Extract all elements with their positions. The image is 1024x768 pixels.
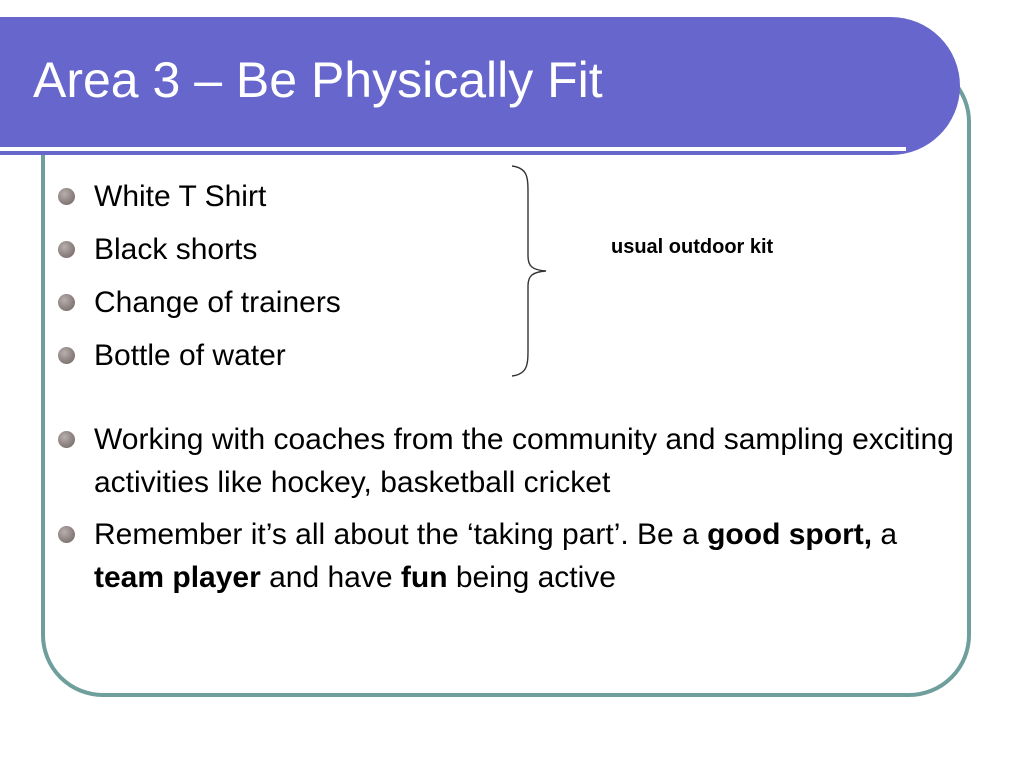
- bullet-dot-icon: [58, 294, 75, 311]
- remember-intro-text: Remember it’s all about the ‘taking part’. Be a: [94, 518, 708, 551]
- connector-text: a: [872, 518, 898, 551]
- kit-note-label: usual outdoor kit: [611, 236, 774, 258]
- bullet-dot-icon: [58, 241, 75, 258]
- list-item: [57, 418, 972, 504]
- list-item-text: White T Shirt: [94, 180, 267, 213]
- bullet-dot-icon: [58, 188, 75, 205]
- kit-list: [57, 170, 517, 382]
- bullet-dot-icon: [58, 526, 75, 543]
- list-item-text: Black shorts: [94, 233, 258, 266]
- connector-text: and have: [260, 561, 401, 594]
- list-item-text: Bottle of water: [94, 339, 286, 372]
- remember-outro-text: being active: [447, 561, 616, 594]
- team-player-emphasis: team player: [94, 561, 261, 594]
- good-sport-emphasis: good sport,: [707, 518, 873, 551]
- fun-emphasis: fun: [400, 561, 448, 594]
- list-item: [57, 170, 517, 223]
- list-item-text: Change of trainers: [94, 286, 341, 319]
- slide-title: Area 3 – Be Physically Fit: [33, 52, 603, 108]
- bullet-dot-icon: [58, 431, 75, 448]
- activity-list: [57, 418, 972, 608]
- coaches-text: Working with coaches from the community and sampling exciting activities like hockey, basketball cricket: [94, 423, 954, 499]
- list-item: [57, 276, 517, 329]
- list-item: [57, 513, 972, 599]
- curly-brace-icon: [508, 164, 552, 378]
- bullet-dot-icon: [58, 347, 75, 364]
- title-underline: [0, 147, 906, 151]
- list-item: [57, 329, 517, 382]
- list-item: [57, 223, 517, 276]
